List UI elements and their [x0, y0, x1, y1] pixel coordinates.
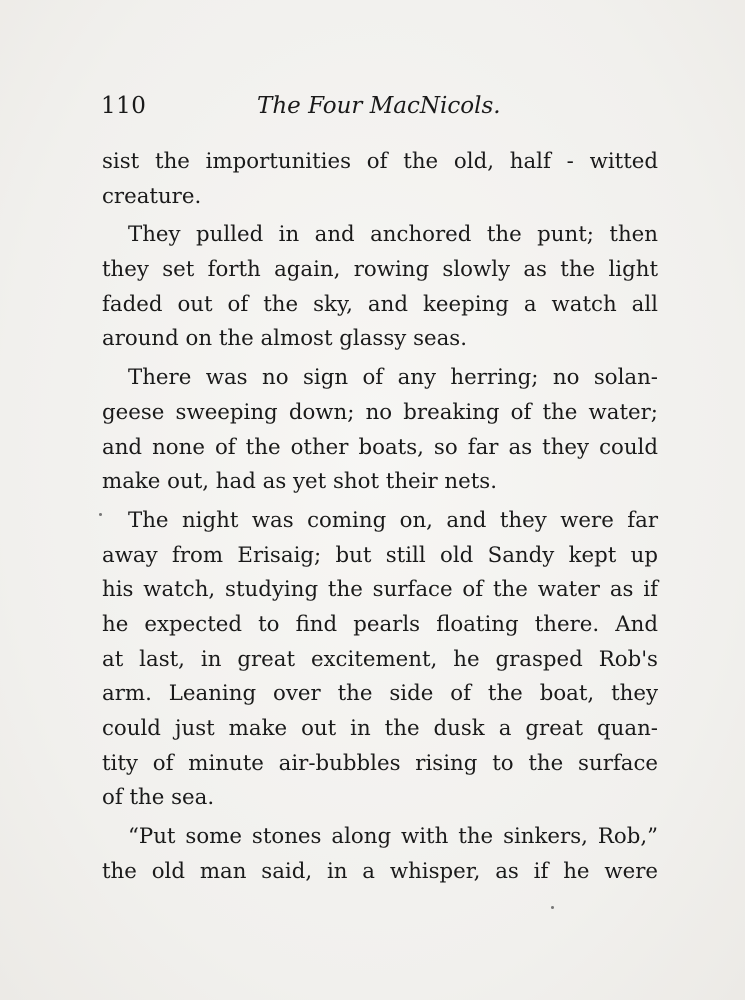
text-line: and none of the other boats, so far as they could	[102, 434, 658, 460]
text-line: at last, in great excitement, he grasped Rob's	[102, 646, 658, 672]
text-line: geese sweeping down; no breaking of the water;	[102, 399, 658, 425]
text-line: away from Erisaig; but still old Sandy kept up	[102, 542, 658, 568]
print-speck	[551, 906, 554, 909]
text-line: creature.	[102, 183, 202, 209]
print-speck	[99, 513, 102, 516]
paragraph-4	[102, 504, 658, 816]
paragraph-1	[102, 145, 658, 214]
text-line: arm. Leaning over the side of the boat, they	[102, 681, 658, 707]
text-line: his watch, studying the surface of the water as if	[102, 577, 658, 603]
text-line: tity of minute air-bubbles rising to the surface	[102, 750, 658, 776]
text-line: make out, had as yet shot their nets.	[102, 469, 497, 495]
paragraph-2	[102, 218, 658, 357]
text-line: around on the almost glassy seas.	[102, 326, 468, 352]
running-title: The Four MacNicols.	[257, 93, 501, 119]
text-line: they set forth again, rowing slowly as the light	[102, 257, 658, 283]
text-line: The night was coming on, and they were far	[128, 507, 658, 533]
text-line: They pulled in and anchored the punt; then	[128, 222, 658, 248]
text-line: There was no sign of any herring; no solan-	[128, 365, 658, 391]
text-line: of the sea.	[102, 785, 215, 811]
paragraph-5	[102, 820, 658, 889]
text-line: faded out of the sky, and keeping a watch all	[102, 291, 658, 317]
text-line: he expected to find pearls floating there. And	[102, 611, 658, 637]
body-text	[102, 145, 658, 889]
page-header	[101, 93, 661, 127]
text-line: “Put some stones along with the sinkers, Rob,”	[128, 824, 658, 850]
page-number: 110	[101, 93, 147, 119]
paragraph-3	[102, 361, 658, 500]
text-line: the old man said, in a whisper, as if he were	[102, 858, 658, 884]
text-line: could just make out in the dusk a great quan-	[102, 716, 658, 741]
text-line: sist the importunities of the old, half - witted	[102, 149, 658, 174]
